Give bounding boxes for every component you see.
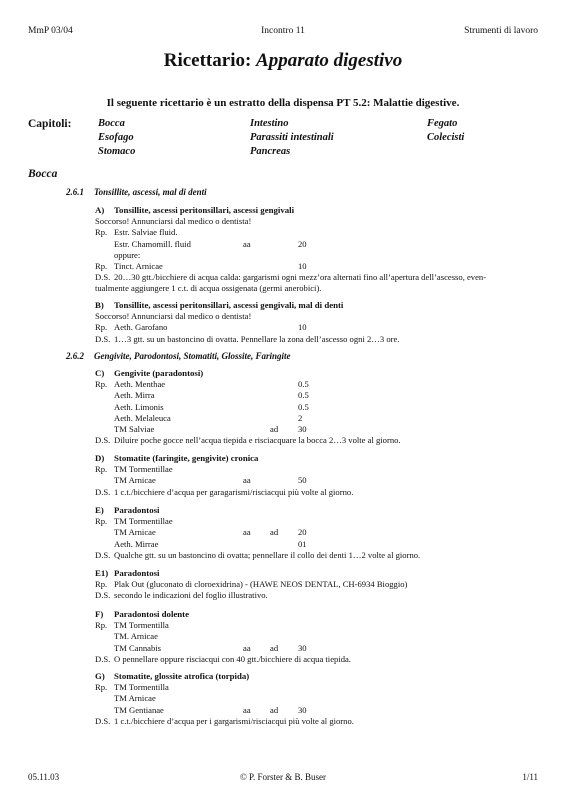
recipe-title: G) Stomatite, glossite atrofica (torpida) bbox=[95, 671, 250, 681]
recipe-e: E) Paradontosi Rp. TM Tormentillae TM Arnicae aa ad 20 Aeth. Mirrae 01 D.S. Qualche gtt. su un bastoncino di ovatta; pennellare il collo dei denti 1…2 volte al giorno. bbox=[95, 505, 545, 561]
recipe-d: D) Stomatite (faringite, gengivite) cronica Rp. TM Tormentillae TM Arnicae aa 50 D.S. 1 c.t./bicchiere d’acqua per garagarismi/risciacqui più volte al giorno. bbox=[95, 453, 545, 498]
intro-text: Il seguente ricettario è un estratto della dispensa PT 5.2: Malattie digestive. bbox=[106, 97, 460, 109]
recipe-g: G) Stomatite, glossite atrofica (torpida) Rp. TM Tormentilla TM Arnicae TM Gentianae aa ad 30 D.S. 1 c.t./bicchiere d’acqua per i gargarismi/risciacqui più volte al giorno. bbox=[95, 671, 545, 727]
page-title: Ricettario: Apparato digestivo bbox=[163, 50, 403, 71]
recipe-title: E1) Paradontosi bbox=[95, 568, 160, 578]
recipe-e1: E1) Paradontosi Rp. Plak Out (gluconato di cloroexidrina) - (HAWE NEOS DENTAL, CH-6934 Bioggio) D.S. secondo le indicazioni del foglio illustrativo. bbox=[95, 568, 545, 602]
footer-copyright: © P. Forster & B. Buser bbox=[239, 772, 327, 782]
section-heading: Bocca bbox=[28, 168, 58, 180]
footer-date: 05.11.03 bbox=[28, 772, 60, 782]
chapter-item: Stomaco bbox=[98, 146, 136, 157]
chapter-item: Fegato bbox=[427, 118, 458, 129]
recipe-title: E) Paradontosi bbox=[95, 505, 160, 515]
recipe-title: D) Stomatite (faringite, gengivite) cronica bbox=[95, 453, 259, 463]
chapter-item: Colecisti bbox=[427, 132, 465, 143]
recipe-title: B) Tonsillite, ascessi peritonsillari, ascessi gengivali, mal di denti bbox=[95, 300, 344, 310]
recipe-b: B) Tonsillite, ascessi peritonsillari, ascessi gengivali, mal di denti Soccorso! Annunciarsi dal medico o dentista! Rp. Aeth. Garofano 10 D.S. 1…3 gtt. su un bastoncino di ovatta. Pennellare la zona dell’ascesso ogni 2…3 ore. bbox=[95, 300, 545, 345]
chapter-item: Parassiti intestinali bbox=[250, 132, 334, 143]
recipe-a: A) Tonsillite, ascessi peritonsillari, ascessi gengivali Soccorso! Annunciarsi dal medico o dentista! Rp. Estr. Salviae fluid. Estr. Chamomill. fluid aa 20 oppure: Rp. Tinct. Arnicae 10 D.S. 20…30 gtt./bicchiere di acqua calda: gargarismi ogni mezz’ora alternati fino all’apertura dell’ascesso, even- tualmente aggiungere 1 c.t. di acqua ossigenata (germi anerobici). bbox=[95, 205, 545, 295]
recipe-f: F) Paradontosi dolente Rp. TM Tormentilla TM. Arnicae TM Cannabis aa ad 30 D.S. O pennellare oppure risciacqui con 40 gtt./bicchiere di acqua tiepida. bbox=[95, 609, 545, 665]
chapter-item: Intestino bbox=[250, 118, 289, 129]
recipe-title: C) Gengivite (paradontosi) bbox=[95, 368, 204, 378]
page-number: 1/11 bbox=[522, 772, 538, 782]
header-left: MmP 03/04 bbox=[28, 26, 73, 36]
recipe-title: A) Tonsillite, ascessi peritonsillari, ascessi gengivali bbox=[95, 205, 295, 215]
header-center: Incontro 11 bbox=[261, 26, 305, 36]
recipe-title: F) Paradontosi dolente bbox=[95, 609, 190, 619]
header-right: Strumenti di lavoro bbox=[464, 26, 538, 36]
subsection-heading: 2.6.2 Gengivite, Parodontosi, Stomatiti, Glossite, Faringite bbox=[66, 351, 291, 361]
recipe-c: C) Gengivite (paradontosi) Rp. Aeth. Menthae 0.5 Aeth. Mirra 0.5 Aeth. Limonis 0.5 Aeth. Melaleuca 2 TM Salviae ad 30 D.S. Diluire poche gocce nell’acqua tiepida e risciacquare la bocca 2…3 volte al giorno. bbox=[95, 368, 545, 446]
chapter-item: Pancreas bbox=[250, 146, 291, 157]
chapter-item: Bocca bbox=[98, 118, 125, 129]
chapters-label: Capitoli: bbox=[28, 118, 72, 130]
chapter-item: Esofago bbox=[98, 132, 134, 143]
subsection-heading: 2.6.1 Tonsillite, ascessi, mal di denti bbox=[66, 187, 207, 197]
